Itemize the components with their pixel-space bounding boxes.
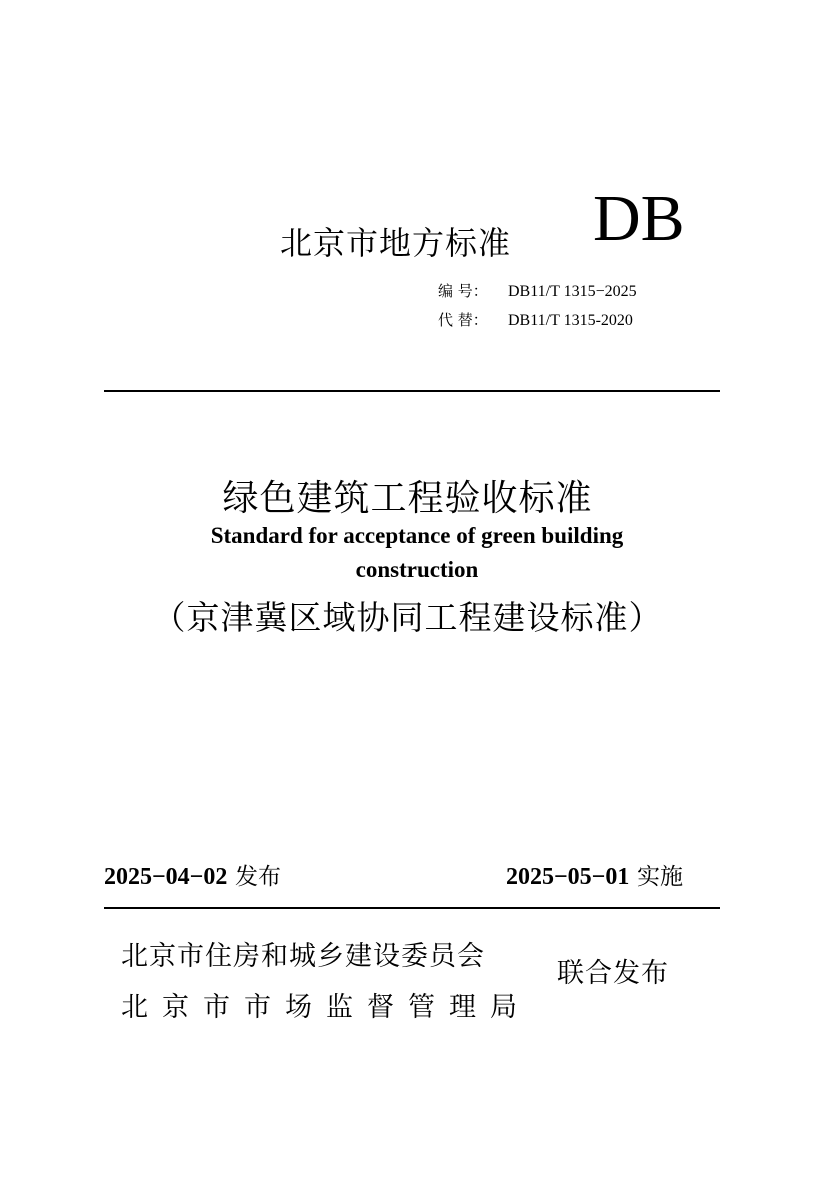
- top-divider: [104, 390, 720, 392]
- code-value: DB11/T 1315−2025: [508, 283, 637, 300]
- db-mark: DB: [593, 182, 685, 255]
- code-label: 编 号：: [438, 282, 488, 300]
- title-english-line1: Standard for acceptance of green building: [210, 523, 624, 548]
- subtitle-chinese: （京津冀区域协同工程建设标准）: [152, 598, 663, 637]
- replace-label: 代 替：: [438, 311, 488, 329]
- issue-word: 发布: [235, 864, 281, 890]
- effective-word: 实施: [637, 864, 683, 890]
- replaces-row: [438, 309, 633, 330]
- effective-date-value: 2025−05−01: [506, 864, 630, 890]
- standard-type: 北京市地方标准: [280, 224, 512, 262]
- issue-date-value: 2025−04−02: [104, 864, 228, 890]
- title-english-line2: construction: [355, 557, 479, 582]
- issuer-housing-commission: 北京市住房和城乡建设委员会: [121, 941, 485, 972]
- title-chinese: 绿色建筑工程验收标准: [222, 478, 593, 519]
- standard-code-row: [438, 280, 637, 301]
- effective-date: [506, 858, 683, 891]
- joint-release-label: 联合发布: [557, 958, 669, 989]
- issue-date: [104, 858, 281, 891]
- bottom-divider: [104, 907, 720, 909]
- replace-value: DB11/T 1315-2020: [508, 312, 633, 329]
- issuer-market-regulation: 北京市市场监督管理局: [121, 992, 531, 1023]
